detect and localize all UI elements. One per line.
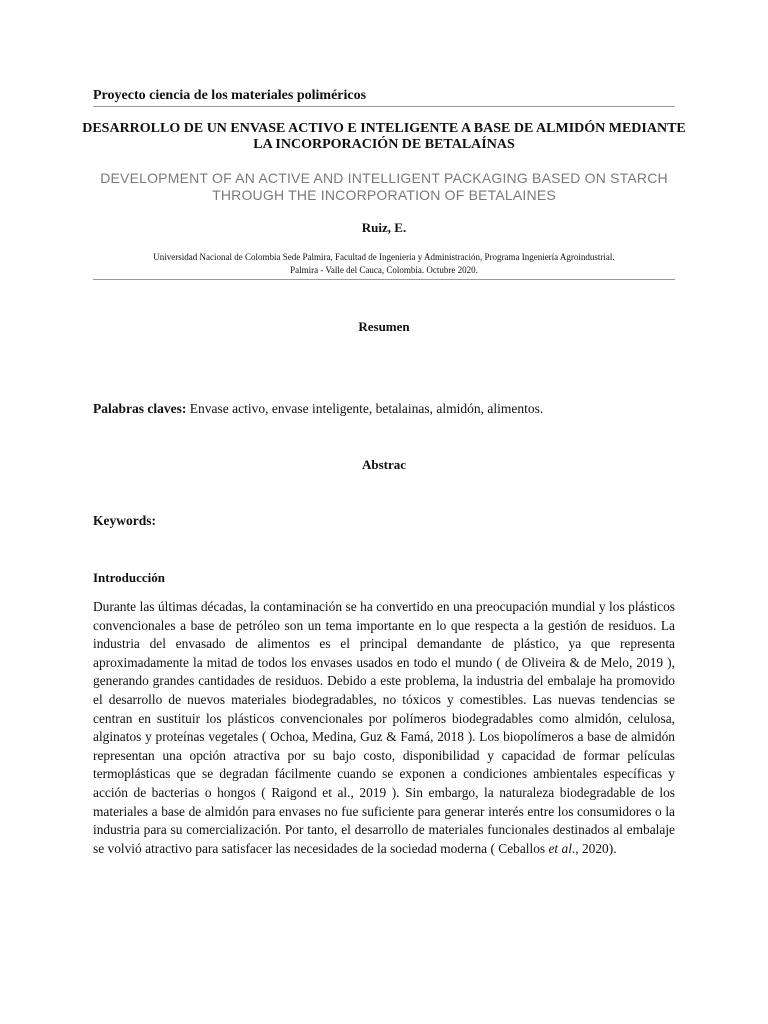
affiliation-divider bbox=[93, 279, 675, 280]
title-spanish: DESARROLLO DE UN ENVASE ACTIVO E INTELIGENTE A BASE DE ALMIDÓN MEDIANTE LA INCORPORACIÓN DE BETALAÍNAS bbox=[82, 121, 686, 152]
header-divider bbox=[93, 106, 675, 107]
palabras-claves bbox=[93, 401, 543, 417]
affiliation-line-1: Universidad Nacional de Colombia Sede Palmira, Facultad de Ingeniería y Administración, Programa Ingeniería Agroindustrial. bbox=[153, 252, 615, 262]
abstract-heading: Abstrac bbox=[361, 457, 407, 472]
affiliation-line-2: Palmira - Valle del Cauca, Colombia. Octubre 2020. bbox=[290, 265, 478, 275]
introduccion-text: Durante las últimas décadas, la contaminación se ha convertido en una preocupación mundial y los plásticos convencionales a base de petróleo son un tema importante en lo que respecta a la gestión de residuos. La industria del envasado de alimentos es el principal demandante de plástico, ya que representa aproximadamente la mitad de todos los envases usados en todo el mundo ( de Oliveira & de Melo, 2019 ), generando grandes cantidades de residuos. Debido a este problema, la industria del embalaje ha promovido el desarrollo de nuevos materiales biodegradables, no tóxicos y comestibles. Las nuevas tendencias se centran en sustituir los plásticos convencionales por polímeros biodegradables como almidón, celulosa, alginatos y proteínas vegetales ( Ochoa, Medina, Guz & Famá, 2018 ). Los biopolímeros a base de almidón representan una opción atractiva por su bajo costo, disponibilidad y capacidad de formar películas termoplásticas que se degradan fácilmente cuando se exponen a condiciones ambientales específicas y acción de bacterias o hongos ( Raigond et al., 2019 ). Sin embargo, la naturaleza biodegradable de los materiales a base de almidón para envases no fue suficiente para generar interés entre los consumidores o la industria para su comercialización. Por tanto, el desarrollo de materiales funcionales destinados al embalaje se volvió atractivo para satisfacer las necesidades de la sociedad moderna ( Ceballos bbox=[93, 599, 675, 856]
affiliation bbox=[80, 251, 688, 277]
title-english: DEVELOPMENT OF AN ACTIVE AND INTELLIGENT PACKAGING BASED ON STARCH THROUGH THE INCORPORATION OF BETALAINES bbox=[100, 170, 668, 203]
keywords bbox=[93, 513, 156, 529]
introduccion-paragraph bbox=[93, 598, 675, 858]
resumen-heading: Resumen bbox=[358, 319, 410, 334]
palabras-claves-label: Palabras claves: bbox=[93, 401, 187, 416]
project-header: Proyecto ciencia de los materiales poliméricos bbox=[93, 88, 367, 103]
keywords-label: Keywords: bbox=[93, 513, 156, 528]
introduccion-text-italic: et al bbox=[548, 840, 572, 856]
author-name: Ruiz, E. bbox=[361, 220, 407, 235]
introduccion-heading: Introducción bbox=[93, 570, 165, 585]
introduccion-text-end: ., 2020). bbox=[571, 840, 617, 856]
palabras-claves-value: Envase activo, envase inteligente, betalainas, almidón, alimentos. bbox=[186, 401, 544, 416]
introduccion-body bbox=[93, 598, 675, 858]
